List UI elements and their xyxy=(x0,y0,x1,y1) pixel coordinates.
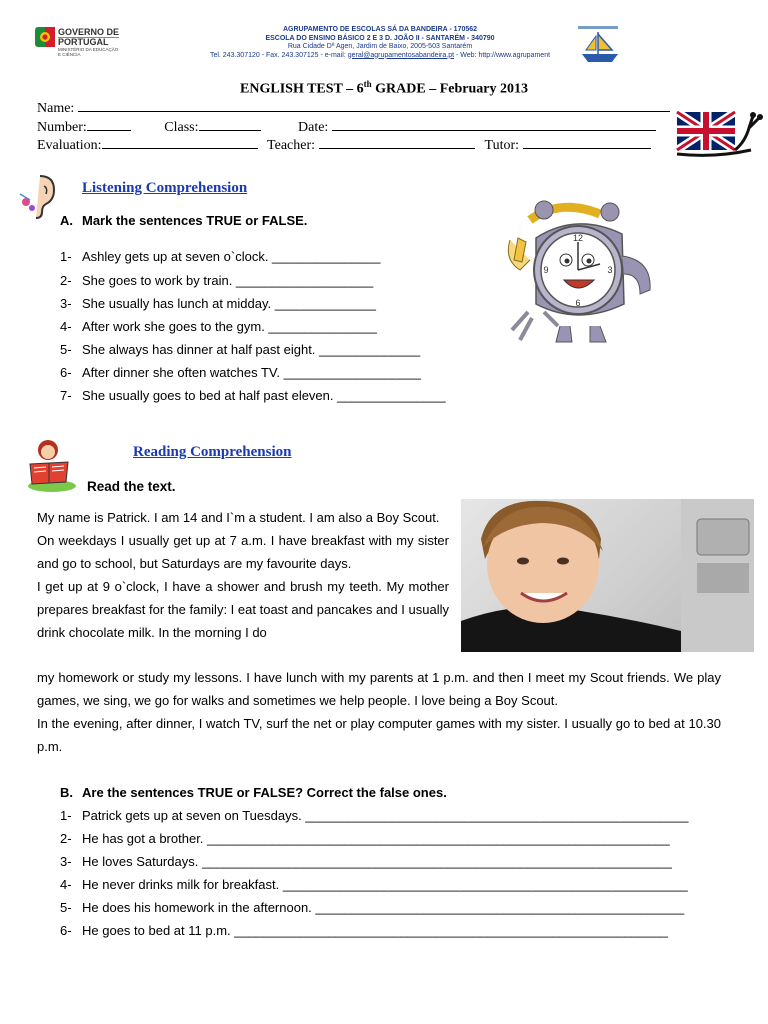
reading-section-title: Reading Comprehension xyxy=(133,444,292,460)
school-contact-line xyxy=(160,52,600,61)
school-line2: ESCOLA DO ENSINO BÁSICO 2 E 3 D. JOÃO II - SANTARÉM - 340790 xyxy=(265,34,495,42)
item-number: 1- xyxy=(60,249,72,264)
listening-ear-icon xyxy=(18,172,64,222)
government-logo-text xyxy=(58,28,119,57)
item-number: 4- xyxy=(60,319,72,334)
item-number: 2- xyxy=(60,273,72,288)
item-text: Ashley gets up at seven o`clock. _______________ xyxy=(82,249,381,264)
school-info xyxy=(160,26,600,60)
item-text: He has got a brother. ________________________________________________________________ xyxy=(82,831,670,846)
reading-paragraph-top xyxy=(37,506,449,644)
item-text: After dinner she often watches TV. ___________________ xyxy=(82,365,421,380)
reading-p4: In the evening, after dinner, I watch TV, surf the net or play computer games with my sister. I usually go to bed at 10.30 p.m. xyxy=(37,716,721,754)
title-suffix: GRADE – February 2013 xyxy=(371,81,528,97)
ship-logo-icon xyxy=(574,24,626,66)
item-text: She always has dinner at half past eight. ______________ xyxy=(82,342,421,357)
list-item xyxy=(60,388,446,403)
list-item xyxy=(60,831,670,846)
school-line1: AGRUPAMENTO DE ESCOLAS SÁ DA BANDEIRA - 170562 xyxy=(282,26,478,33)
list-item xyxy=(60,296,376,311)
date-label: Date: xyxy=(298,120,329,135)
item-number: 3- xyxy=(60,296,72,311)
item-text: She usually goes to bed at half past eleven. _______________ xyxy=(82,388,446,403)
item-number: 3- xyxy=(60,854,72,869)
item-text: She goes to work by train. ___________________ xyxy=(82,273,374,288)
list-item xyxy=(60,808,688,823)
reading-paragraph-bottom xyxy=(37,666,721,758)
title-prefix: ENGLISH TEST – 6 xyxy=(240,81,364,97)
tutor-label: Tutor: xyxy=(484,138,520,153)
item-number: 6- xyxy=(60,923,72,938)
reading-p3a: I get up at 9 o`clock, I have a shower and brush my teeth. My mother prepares breakfast for the family: I eat toast and pancakes and I usually drink chocolate milk. In the morning I do xyxy=(37,579,449,640)
svg-text:6: 6 xyxy=(575,298,581,308)
item-text: Patrick gets up at seven on Tuesdays. _____________________________________________________ xyxy=(82,808,689,823)
listening-instruction xyxy=(60,213,307,228)
evaluation-teacher-tutor-row xyxy=(37,136,651,154)
instruction-a-text: Mark the sentences TRUE or FALSE. xyxy=(82,213,308,228)
portugal-emblem-icon xyxy=(34,26,56,48)
title-ordinal-suffix: th xyxy=(363,79,372,89)
number-class-date-row xyxy=(37,118,656,136)
svg-text:9: 9 xyxy=(543,265,549,275)
list-item xyxy=(60,365,421,380)
list-item xyxy=(60,854,672,869)
union-jack-snail-icon xyxy=(675,106,765,162)
item-number: 2- xyxy=(60,831,72,846)
item-text: He goes to bed at 11 p.m. ____________________________________________________________ xyxy=(82,923,669,938)
list-item xyxy=(60,342,420,357)
instruction-b-text: Are the sentences TRUE or FALSE? Correct the false ones. xyxy=(82,785,447,800)
reading-instruction: Read the text. xyxy=(87,479,176,494)
school-line3: Rua Cidade Dª Agen, Jardim de Baixo, 2005-503 Santarém xyxy=(287,43,473,50)
gov-line4: E CIÊNCIA xyxy=(58,52,81,57)
alarm-clock-illustration xyxy=(500,200,660,350)
name-field[interactable] xyxy=(78,99,670,112)
item-number: 5- xyxy=(60,900,72,915)
item-text: He does his homework in the afternoon. ___________________________________________________ xyxy=(82,900,685,915)
item-text: She usually has lunch at midday. ______________ xyxy=(82,296,376,311)
list-item xyxy=(60,273,373,288)
list-item xyxy=(60,319,377,334)
test-title xyxy=(0,79,768,98)
school-contact-prefix: Tel. 243.307120 - Fax. 243.307125 - e-mail: xyxy=(209,51,348,59)
svg-text:12: 12 xyxy=(572,233,584,243)
instruction-letter-b: B. xyxy=(60,785,73,800)
item-number: 4- xyxy=(60,877,72,892)
alarm-clock-icon xyxy=(500,200,660,350)
date-field[interactable] xyxy=(332,118,656,131)
number-field[interactable] xyxy=(87,118,131,131)
reading-girl-book-icon xyxy=(22,436,78,492)
class-field[interactable] xyxy=(199,118,261,131)
school-email-link[interactable]: geral@agrupamentosabandeira.pt xyxy=(347,51,455,59)
gov-line3: MINISTÉRIO DA EDUCAÇÃO xyxy=(58,47,119,52)
smiling-boy-image xyxy=(461,499,754,652)
item-text: After work she goes to the gym. _______________ xyxy=(82,319,377,334)
part-b-instruction xyxy=(60,785,447,800)
school-web-suffix: - Web: http://www.agrupament xyxy=(454,51,551,59)
item-text: He never drinks milk for breakfast. ________________________________________________________ xyxy=(82,877,688,892)
item-text: He loves Saturdays. _________________________________________________________________ xyxy=(82,854,672,869)
tutor-field[interactable] xyxy=(523,136,651,149)
list-item xyxy=(60,923,668,938)
list-item xyxy=(60,877,688,892)
item-number: 6- xyxy=(60,365,72,380)
svg-text:3: 3 xyxy=(607,265,613,275)
item-number: 5- xyxy=(60,342,72,357)
teacher-label: Teacher: xyxy=(267,138,316,153)
boy-photo xyxy=(461,499,754,652)
name-label: Name: xyxy=(37,101,75,116)
reading-p3b: my homework or study my lessons. I have lunch with my parents at 1 p.m. and then I meet my Scout friends. We play games, we sing, we go for walks and sometimes we help people. I love being a Boy Scout. xyxy=(37,670,721,708)
item-number: 1- xyxy=(60,808,72,823)
school-logo xyxy=(574,24,626,66)
gov-line1: GOVERNO DE xyxy=(58,27,120,37)
reading-p1: My name is Patrick. I am 14 and I`m a student. I am also a Boy Scout. xyxy=(37,510,440,525)
evaluation-label: Evaluation: xyxy=(37,138,102,153)
list-item xyxy=(60,249,381,264)
teacher-field[interactable] xyxy=(319,136,475,149)
listening-section-title: Listening Comprehension xyxy=(82,180,248,196)
class-label: Class: xyxy=(164,120,199,135)
gov-line2: PORTUGAL xyxy=(58,37,119,47)
list-item xyxy=(60,900,684,915)
instruction-letter-a: A. xyxy=(60,213,73,228)
item-number: 7- xyxy=(60,388,72,403)
name-row xyxy=(37,99,670,117)
evaluation-field[interactable] xyxy=(102,136,258,149)
number-label: Number: xyxy=(37,120,87,135)
reading-p2: On weekdays I usually get up at 7 a.m. I have breakfast with my sister and go to school, but Saturdays are my favourite days. xyxy=(37,533,449,571)
